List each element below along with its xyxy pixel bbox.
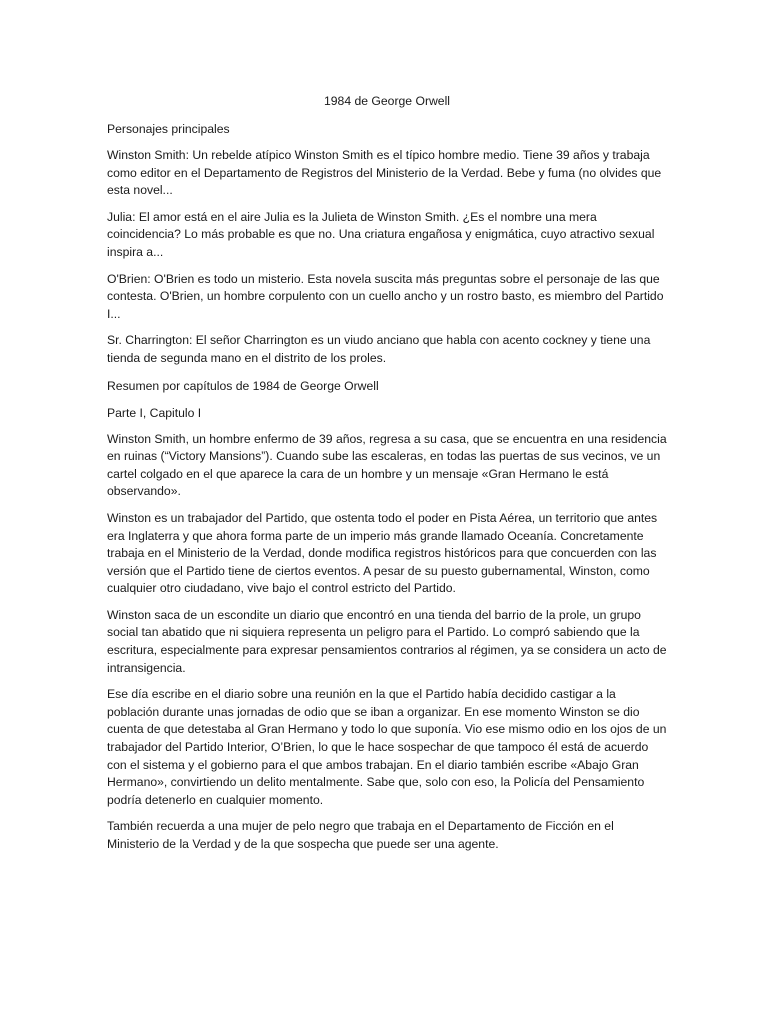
document-title: 1984 de George Orwell	[323, 94, 450, 108]
character-paragraph-julia: Julia: El amor está en el aire Julia es la Julieta de Winston Smith. ¿Es el nombre una mera coincidencia? Lo más probable es que no. Una criatura engañosa y enigmática, cuyo atractivo sexual inspira a...	[107, 209, 655, 259]
chapter-heading: Parte I, Capitulo I	[107, 405, 202, 420]
section-heading-characters: Personajes principales	[107, 122, 230, 136]
chapter-paragraph: Winston Smith, un hombre enfermo de 39 años, regresa a su casa, que se encuentra en una residencia en ruinas (“Victory Mansions”). Cuando sube las escaleras, en todas las puertas de sus vecinos, ve un cartel colgado en el que aparece la cara de un hombre y un mensaje «Gran Hermano le está observando».	[107, 431, 667, 499]
character-paragraph-charrington: Sr. Charrington: El señor Charrington es un viudo anciano que habla con acento cockney y tiene una tienda de segunda mano en el distrito de los proles.	[107, 333, 651, 365]
character-paragraph-obrien: O'Brien: O'Brien es todo un misterio. Esta novela suscita más preguntas sobre el personaje de las que contesta. O'Brien, un hombre corpulento con un cuello ancho y un rostro basto, es miembro del Partido I...	[107, 271, 664, 321]
character-paragraph-winston: Winston Smith: Un rebelde atípico Winston Smith es el típico hombre medio. Tiene 39 años y trabaja como editor en el Departamento de Registros del Ministerio de la Verdad. Bebe y fuma (no olvides que esta novel...	[107, 148, 662, 198]
document-page	[107, 92, 667, 863]
chapter-paragraph: También recuerda a una mujer de pelo negro que trabaja en el Departamento de Ficción en el Ministerio de la Verdad y de la que sospecha que puede ser una agente.	[107, 819, 614, 851]
chapter-paragraph: Winston es un trabajador del Partido, que ostenta todo el poder en Pista Aérea, un territorio que antes era Inglaterra y que ahora forma parte de un imperio más grande llamado Oceanía. Concretamente trabaja en el Ministerio de la Verdad, donde modifica registros históricos para que concuerden con las versión que el Partido tiene de ciertos eventos. A pesar de su puesto gubernamental, Winston, como cualquier otro ciudadano, vive bajo el control estricto del Partido.	[107, 510, 658, 596]
section-heading-summary: Resumen por capítulos de 1984 de George Orwell	[107, 378, 379, 393]
chapter-paragraph: Winston saca de un escondite un diario que encontró en una tienda del barrio de la prole, un grupo social tan abatido que ni siquiera representa un peligro para el Partido. Lo compró sabiendo que la escritura, especialmente para expresar pensamientos contrarios al régimen, ya se considera un acto de intransigencia.	[107, 607, 667, 675]
chapter-paragraph: Ese día escribe en el diario sobre una reunión en la que el Partido había decidido castigar a la población durante unas jornadas de odio que se iban a organizar. En ese momento Winston se dio cuenta de que detestaba al Gran Hermano y todo lo que suponía. Vio ese mismo odio en los ojos de un trabajador del Partido Interior, O’Brien, lo que le hace sospechar de que tampoco él está de acuerdo con el sistema y el gobierno para el que ambos trabajan. En el diario también escribe «Abajo Gran Hermano», convirtiendo un delito mentalmente. Sabe que, solo con eso, la Policía del Pensamiento podría detenerlo en cualquier momento.	[107, 687, 667, 807]
